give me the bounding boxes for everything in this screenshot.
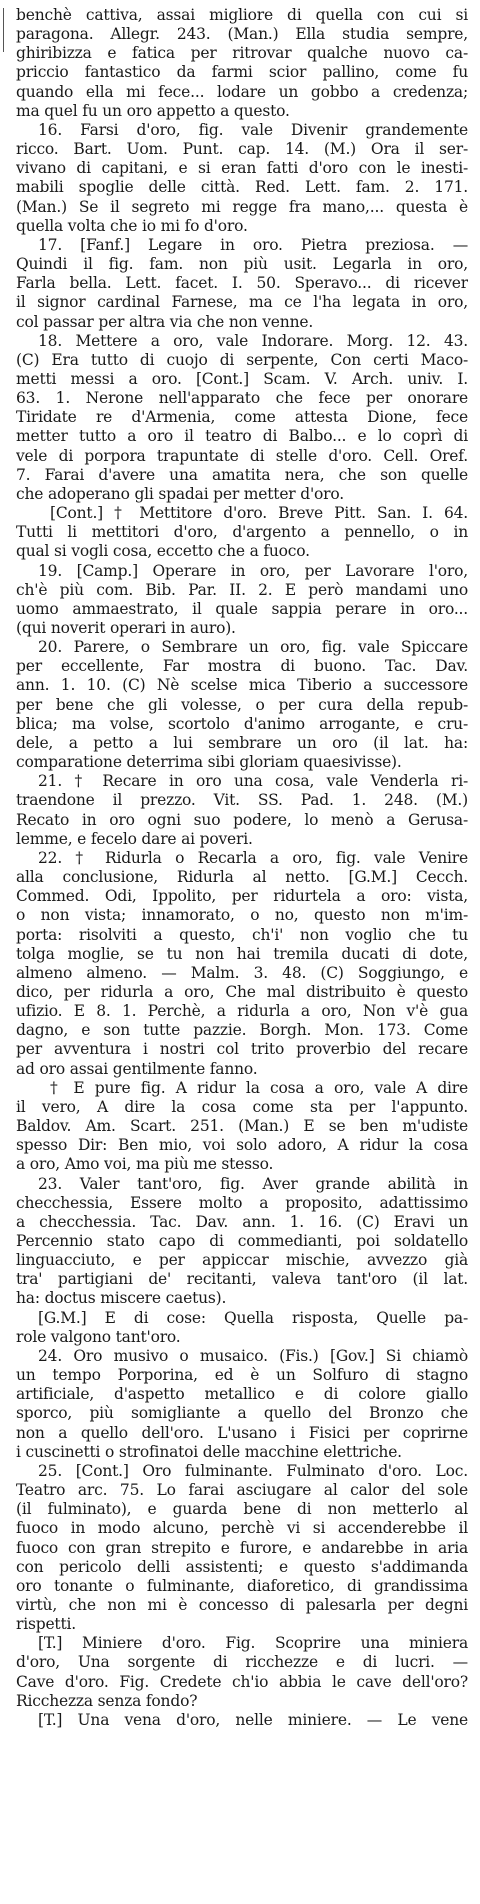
text-line: fuoco con gran strepito e furore, e andarebbe in aria (16, 1538, 468, 1557)
text-line: tra' partigiani de' recitanti, valeva tant'oro (il lat. (16, 1270, 468, 1289)
text-line: priccio fantastico da farmi scior pallino, come fu (16, 63, 468, 82)
text-line: (C) Era tutto di cuojo di serpente, Con certi Maco- (16, 350, 468, 369)
text-line: ghiribizza e fatica per ritrovar qualche nuovo ca- (16, 44, 468, 63)
text-line: che adoperano gli spadai per metter d'oro. (16, 484, 344, 503)
text-line: paragona. Allegr. 243. (Man.) Ella studia sempre, (16, 25, 468, 44)
text-line: il vero, A dire la cosa come sta per l'appunto. (16, 1097, 468, 1116)
text-line: (Man.) Se il segreto mi regge fra mano,... questa è (16, 197, 468, 216)
text-line: Baldov. Am. Scart. 251. (Man.) E se ben m'udiste (16, 1117, 468, 1136)
text-line: rispetti. (16, 1615, 76, 1634)
text-line: 25. [Cont.] Oro fulminante. Fulminato d'oro. Loc. (38, 1461, 468, 1480)
text-line: [G.M.] E di cose: Quella risposta, Quelle pa- (38, 1308, 468, 1327)
text-line: metter tutto a oro il teatro di Balbo... e lo coprì di (16, 427, 468, 446)
text-line: role valgono tant'oro. (16, 1327, 181, 1346)
text-line: col passar per altra via che non venne. (16, 312, 314, 331)
text-line: sporco, più somigliante a quello del Bronzo che (16, 1404, 468, 1423)
text-line: (qui noverit operari in auro). (16, 619, 236, 637)
text-line: benchè cattiva, assai migliore di quella con cui si (16, 6, 468, 24)
text-line: 19. [Camp.] Operare in oro, per Lavorare l'oro, (38, 561, 468, 580)
text-line: Quindi il fig. fam. non più usit. Legarla in oro, (16, 255, 468, 274)
text-line: ma quel fu un oro appetto a questo. (16, 101, 290, 120)
text-line: mabili spoglie delle città. Red. Lett. fam. 2. 171. (16, 178, 468, 197)
text-line: 18. Mettere a oro, vale Indorare. Morg. 12. 43. (38, 331, 468, 350)
text-line: ufizio. E 8. 1. Perchè, a ridurla a oro, Non v'è gua (16, 1002, 468, 1021)
text-line: ann. 1. 10. (C) Nè scelse mica Tiberio a successore (16, 676, 468, 695)
text-line: 16. Farsi d'oro, fig. vale Divenir grandemente (38, 120, 468, 139)
text-line: [Cont.] † Mettitore d'oro. Breve Pitt. San. I. 64. (50, 504, 468, 523)
text-line: dagno, e son tutte pazzie. Borgh. Mon. 173. Come (16, 1021, 468, 1040)
text-line: Cave d'oro. Fig. Credete ch'io abbia le cave dell'oro? (16, 1672, 468, 1691)
column-rule (3, 8, 4, 52)
text-line: qual si vogli cosa, eccetto che a fuoco. (16, 542, 310, 561)
text-line: almeno almeno. — Malm. 3. 48. (C) Soggiungo, e (16, 963, 468, 982)
text-line: traendone il prezzo. Vit. SS. Pad. 1. 248. (M.) (16, 791, 468, 810)
text-line: il signor cardinal Farnese, ma ce l'ha legata in oro, (16, 293, 468, 312)
text-line: lemme, e fecelo dare ai poveri. (16, 829, 253, 848)
text-line: spesso Dir: Ben mio, voi solo adoro, A ridur la cosa (16, 1136, 468, 1155)
text-line: fuoco in modo alcuno, perchè vi si accenderebbe il (16, 1519, 468, 1538)
text-line: quella volta che io mi fo d'oro. (16, 216, 248, 235)
text-line: alla conclusione, Ridurla al netto. [G.M.] Cecch. (16, 868, 468, 887)
text-line: ad oro assai gentilmente fanno. (16, 1059, 258, 1078)
text-line: 20. Parere, o Sembrare un oro, fig. vale Spiccare (38, 638, 468, 657)
text-line: porta: risolviti a questo, ch'i' non voglio che tu (16, 925, 468, 944)
text-line: 22. † Ridurla o Recarla a oro, fig. vale Venire (38, 848, 468, 867)
text-line: 17. [Fanf.] Legare in oro. Pietra preziosa. — (38, 235, 468, 254)
text-line: (il fulminato), e guarda bene di non metterlo al (16, 1500, 468, 1519)
text-line: 23. Valer tant'oro, fig. Aver grande abilità in (38, 1174, 468, 1193)
text-line: checchessia, Essere molto a proposito, adattissimo (16, 1193, 468, 1212)
text-line: oro tonante o fulminante, diaforetico, di grandissima (16, 1576, 468, 1595)
text-line: 24. Oro musivo o musaico. (Fis.) [Gov.] Si chiamò (38, 1346, 468, 1365)
text-line: comparatione deterrima sibi gloriam quaesivisse). (16, 753, 402, 772)
text-line: dico, per ridurla a oro, Che mal distribuito è questo (16, 982, 468, 1001)
text-line: Ricchezza senza fondo? (16, 1691, 198, 1710)
text-line: con pericolo delli assistenti; e questo s'addimanda (16, 1557, 468, 1576)
text-line: artificiale, d'aspetto metallico e di colore giallo (16, 1385, 468, 1404)
text-line: uomo ammaestrato, il quale sappia perare in oro... (16, 599, 468, 618)
text-line: dele, a petto a lui sembrare un oro (il lat. ha: (16, 733, 468, 752)
text-line: [T.] Miniere d'oro. Fig. Scoprire una miniera (38, 1634, 468, 1653)
text-line: [T.] Una vena d'oro, nelle miniere. — Le vene (38, 1710, 468, 1729)
text-line: d'oro, Una sorgente di ricchezze e di lucri. — (16, 1653, 468, 1672)
text-line: Percennio stato capo di commedianti, poi soldatello (16, 1232, 468, 1250)
text-line: virtù, che non mi è concesso di palesarla per degni (16, 1595, 468, 1614)
text-line: linguacciuto, e per appiccar mischie, avvezzo già (16, 1251, 468, 1270)
text-line: per eccellente, Far mostra di buono. Tac. Dav. (16, 657, 468, 676)
text-line: 7. Farai d'avere una amatita nera, che son quelle (16, 465, 468, 484)
text-line: per bene che gli volesse, o per cura della repub- (16, 695, 468, 714)
text-line: Farla bella. Lett. facet. I. 50. Speravo... di ricever (16, 274, 468, 293)
text-line: vivano di capitani, e si eran fatti d'oro con le inesti- (16, 159, 468, 178)
text-line: ha: doctus miscere caetus). (16, 1289, 227, 1308)
text-line: † E pure fig. A ridur la cosa a oro, vale A dire (50, 1078, 468, 1097)
text-line: Recato in oro ogni suo podere, lo menò a Gerusa- (16, 810, 468, 829)
text-line: a oro, Amo voi, ma più me stesso. (16, 1155, 274, 1174)
text-line: ch'è più com. Bib. Par. II. 2. E però mandami uno (16, 580, 468, 599)
text-line: Teatro arc. 75. Lo farai asciugare al calor del sole (16, 1481, 468, 1500)
text-line: non a quello dell'oro. L'usano i Fisici per coprirne (16, 1423, 468, 1442)
text-line: o non vista; innamorato, o no, questo non m'im- (16, 906, 468, 925)
text-line: Tutti li mettitori d'oro, d'argento a pennello, o in (16, 523, 468, 542)
text-line: i cuscinetti o strofinatoi delle macchine elettriche. (16, 1442, 402, 1461)
text-line: tolga moglie, se tu non hai tremila ducati di dote, (16, 944, 468, 963)
text-line: un tempo Porporina, ed è un Solfuro di stagno (16, 1366, 468, 1385)
text-line: Commed. Odi, Ippolito, per ridurtela a oro: vista, (16, 887, 468, 906)
text-line: 21. † Recare in oro una cosa, vale Venderla ri- (38, 772, 468, 791)
text-line: vele di porpora trapuntate di stelle d'oro. Cell. Oref. (16, 446, 468, 465)
text-line: metti messi a oro. [Cont.] Scam. V. Arch. univ. I. (16, 369, 468, 388)
text-line: blica; ma volse, scortolo d'animo arrogante, e cru- (16, 714, 468, 733)
text-line: a checchessia. Tac. Dav. ann. 1. 16. (C) Eravi un (16, 1212, 468, 1231)
text-line: quando ella mi fece... lodare un gobbo a credenza; (16, 82, 468, 101)
dictionary-text (16, 6, 468, 1730)
text-line: ricco. Bart. Uom. Punt. cap. 14. (M.) Ora il ser- (16, 140, 468, 159)
text-line: 63. 1. Nerone nell'apparato che fece per onorare (16, 389, 468, 408)
text-line: Tiridate re d'Armenia, come attesta Dione, fece (16, 408, 468, 427)
text-line: per avventura i nostri col trito proverbio del recare (16, 1040, 468, 1059)
